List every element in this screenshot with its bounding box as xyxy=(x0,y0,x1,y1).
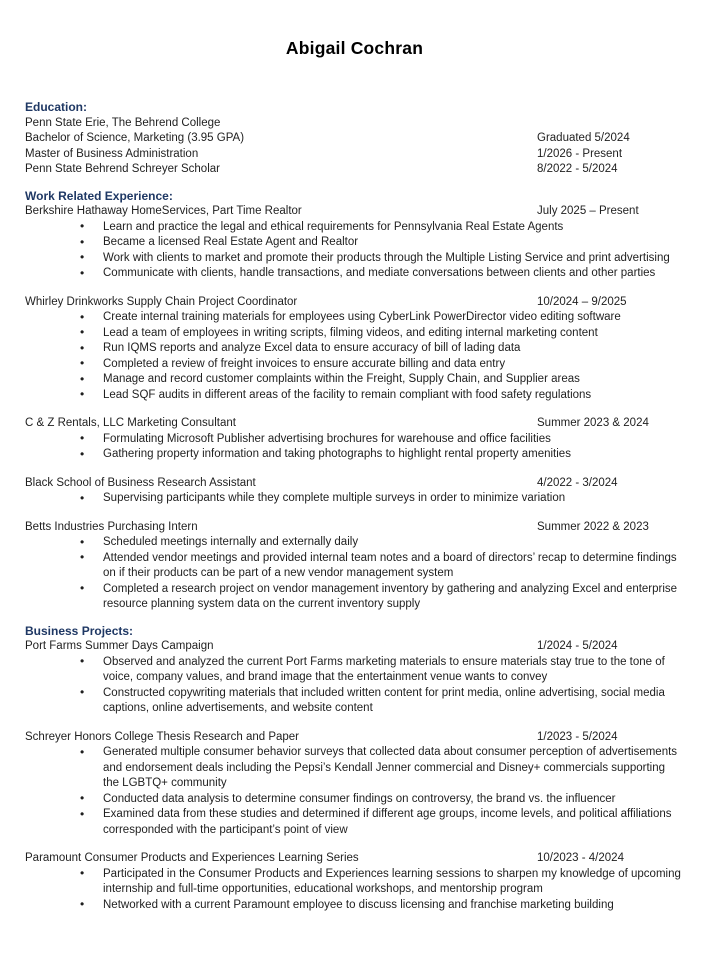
list-item xyxy=(80,490,684,507)
entry-date: 4/2022 - 3/2024 xyxy=(537,476,618,489)
resume-entry xyxy=(25,116,684,132)
bullet-text: Attended vendor meetings and provided internal team notes and a board of directors’ recap to determine findings on if their products can be part of a new vendor management system xyxy=(103,551,677,579)
entry-date: 8/2022 - 5/2024 xyxy=(537,163,618,175)
bullet-icon: • xyxy=(80,897,85,911)
resume-entry xyxy=(25,295,684,404)
list-item xyxy=(80,371,684,388)
bullet-text: Became a licensed Real Estate Agent and Realtor xyxy=(103,236,359,248)
bullet-text: Run IQMS reports and analyze Excel data to ensure accuracy of bill of lading data xyxy=(103,342,521,354)
entry-header xyxy=(25,851,684,867)
list-item xyxy=(80,806,684,838)
entry-bullets xyxy=(25,535,684,613)
bullet-text: Scheduled meetings internally and externally daily xyxy=(103,536,359,548)
entry-date: 1/2024 - 5/2024 xyxy=(537,640,618,652)
entry-title: Black School of Business Research Assistant xyxy=(25,476,256,489)
list-item xyxy=(80,446,684,463)
bullet-icon: • xyxy=(80,356,85,370)
entry-title: Berkshire Hathaway HomeServices, Part Time Realtor xyxy=(25,205,302,217)
list-item xyxy=(80,387,684,404)
bullet-text: Conducted data analysis to determine consumer findings on controversy, the brand vs. the influencer xyxy=(103,792,616,805)
entry-header xyxy=(25,147,684,163)
bullet-icon: • xyxy=(80,534,85,549)
entry-date: Summer 2022 & 2023 xyxy=(537,520,649,533)
entry-bullets xyxy=(25,310,684,403)
entry-title: Penn State Behrend Schreyer Scholar xyxy=(25,163,220,175)
bullet-icon: • xyxy=(80,866,85,880)
bullet-text: Work with clients to market and promote their products through the Multiple Listing Service and print advertising xyxy=(103,251,670,264)
list-item xyxy=(80,897,684,914)
bullet-icon: • xyxy=(80,744,85,759)
bullet-icon: • xyxy=(80,654,85,668)
entry-header xyxy=(25,730,684,746)
entry-header xyxy=(25,295,684,311)
bullet-text: Create internal training materials for employees using CyberLink PowerDirector video editing software xyxy=(103,311,621,323)
resume-entry xyxy=(25,204,684,282)
section-heading: Education: xyxy=(25,100,87,114)
resume-entry xyxy=(25,131,684,147)
list-item xyxy=(80,325,684,342)
section-entries xyxy=(25,116,684,178)
resume-entry xyxy=(25,147,684,163)
bullet-text: Learn and practice the legal and ethical requirements for Pennsylvania Real Estate Agents xyxy=(103,220,564,233)
resume-sections xyxy=(25,100,684,913)
bullet-icon: • xyxy=(80,325,85,339)
entry-header xyxy=(25,204,684,220)
entry-header xyxy=(25,476,684,492)
resume-entry xyxy=(25,639,684,717)
bullet-icon: • xyxy=(80,431,85,445)
list-item xyxy=(80,866,684,898)
entry-header xyxy=(25,520,684,536)
bullet-icon: • xyxy=(80,550,85,564)
list-item xyxy=(80,234,684,251)
bullet-icon: • xyxy=(80,219,85,233)
bullet-icon: • xyxy=(80,265,85,280)
section-heading: Business Projects: xyxy=(25,623,134,638)
bullet-text: Lead SQF audits in different areas of the facility to remain compliant with food safety regulations xyxy=(103,388,592,401)
bullet-icon: • xyxy=(80,387,85,401)
entry-header xyxy=(25,162,684,178)
bullet-icon: • xyxy=(80,806,85,821)
entry-bullets xyxy=(25,491,684,507)
entry-header xyxy=(25,639,684,655)
entry-bullets xyxy=(25,432,684,463)
list-item xyxy=(80,581,684,613)
list-item xyxy=(80,744,684,792)
bullet-icon: • xyxy=(80,340,85,355)
entry-title: Betts Industries Purchasing Intern xyxy=(25,520,198,533)
entry-title: Whirley Drinkworks Supply Chain Project Coordinator xyxy=(25,295,298,308)
resume-section-business-projects xyxy=(25,624,684,914)
page-title: Abigail Cochran xyxy=(285,38,424,58)
bullet-icon: • xyxy=(80,446,85,461)
bullet-text: Supervising participants while they complete multiple surveys in order to minimize variation xyxy=(103,492,566,504)
entry-header xyxy=(25,416,684,432)
entry-header xyxy=(25,131,684,147)
bullet-text: Generated multiple consumer behavior surveys that collected data about consumer perception of advertisements and endorsement deals including the Pepsi’s Kendall Jenner commercial and Disney+ commercials supporting the LGBTQ+ community xyxy=(103,746,678,789)
bullet-text: Completed a review of freight invoices to ensure accurate billing and data entry xyxy=(103,357,506,370)
section-entries xyxy=(25,204,684,613)
bullet-icon: • xyxy=(80,234,85,249)
entry-date: Summer 2023 & 2024 xyxy=(537,417,649,429)
entry-title: Paramount Consumer Products and Experiences Learning Series xyxy=(25,852,359,864)
resume-section-education xyxy=(25,100,684,178)
bullet-text: Lead a team of employees in writing scripts, filming videos, and editing internal marketing content xyxy=(103,326,598,339)
entry-bullets xyxy=(25,220,684,282)
bullet-text: Formulating Microsoft Publisher advertising brochures for warehouse and office facilities xyxy=(103,432,551,445)
entry-bullets xyxy=(25,745,684,838)
entry-title: C & Z Rentals, LLC Marketing Consultant xyxy=(25,417,236,429)
bullet-icon: • xyxy=(80,371,85,386)
list-item xyxy=(80,356,684,373)
entry-date: 1/2023 - 5/2024 xyxy=(537,730,618,743)
resume-entry xyxy=(25,851,684,913)
entry-title: Schreyer Honors College Thesis Research and Paper xyxy=(25,730,300,743)
entry-title: Penn State Erie, The Behrend College xyxy=(25,116,221,129)
entry-header xyxy=(25,116,684,132)
resume-entry xyxy=(25,416,684,463)
bullet-text: Networked with a current Paramount employee to discuss licensing and franchise marketing building xyxy=(103,898,614,911)
bullet-text: Examined data from these studies and determined if different age groups, income levels, and political affiliations corresponded with the participant’s point of view xyxy=(103,808,672,836)
entry-date: Graduated 5/2024 xyxy=(537,132,630,144)
entry-date: July 2025 – Present xyxy=(537,205,639,217)
list-item xyxy=(80,265,684,282)
list-item xyxy=(80,340,684,357)
bullet-text: Communicate with clients, handle transactions, and mediate conversations between clients and other parties xyxy=(103,267,656,279)
bullet-icon: • xyxy=(80,581,85,595)
bullet-text: Gathering property information and taking photographs to highlight rental property amenities xyxy=(103,448,571,460)
list-item xyxy=(80,309,684,326)
entry-date: 10/2024 – 9/2025 xyxy=(537,295,627,308)
bullet-text: Constructed copywriting materials that included written content for print media, online advertising, social media captions, online advertisements, and website content xyxy=(103,686,665,714)
list-item xyxy=(80,534,684,551)
section-heading: Work Related Experience: xyxy=(25,188,173,203)
bullet-icon: • xyxy=(80,685,85,699)
entry-bullets xyxy=(25,867,684,914)
list-item xyxy=(80,654,684,686)
bullet-icon: • xyxy=(80,250,85,264)
list-item xyxy=(80,791,684,808)
list-item xyxy=(80,250,684,267)
bullet-icon: • xyxy=(80,309,85,324)
resume-entry xyxy=(25,520,684,613)
entry-title: Master of Business Administration xyxy=(25,147,199,160)
entry-date: 1/2026 - Present xyxy=(537,147,623,160)
resume-entry xyxy=(25,476,684,507)
resume-section-work-related-experience xyxy=(25,189,684,613)
entry-date: 10/2023 - 4/2024 xyxy=(537,852,624,864)
bullet-text: Completed a research project on vendor management inventory by gathering and analyzing Excel and enterprise resource planning system data on the current inventory supply xyxy=(103,582,678,610)
bullet-text: Participated in the Consumer Products and Experiences learning sessions to sharpen my knowledge of upcoming internship and full-time opportunities, educational workshops, and mentorship program xyxy=(103,867,681,895)
resume-entry xyxy=(25,730,684,839)
entry-title: Bachelor of Science, Marketing (3.95 GPA) xyxy=(25,132,245,144)
resume-entry xyxy=(25,162,684,178)
list-item xyxy=(80,219,684,236)
entry-bullets xyxy=(25,655,684,717)
list-item xyxy=(80,431,684,448)
list-item xyxy=(80,550,684,582)
list-item xyxy=(80,685,684,717)
section-entries xyxy=(25,639,684,913)
bullet-text: Observed and analyzed the current Port Farms marketing materials to ensure materials stay true to the tone of voice, company values, and brand image that the entertainment venue wants to convey xyxy=(103,655,665,683)
bullet-icon: • xyxy=(80,490,85,505)
entry-title: Port Farms Summer Days Campaign xyxy=(25,640,214,652)
bullet-icon: • xyxy=(80,791,85,805)
bullet-text: Manage and record customer complaints within the Freight, Supply Chain, and Supplier areas xyxy=(103,373,580,385)
